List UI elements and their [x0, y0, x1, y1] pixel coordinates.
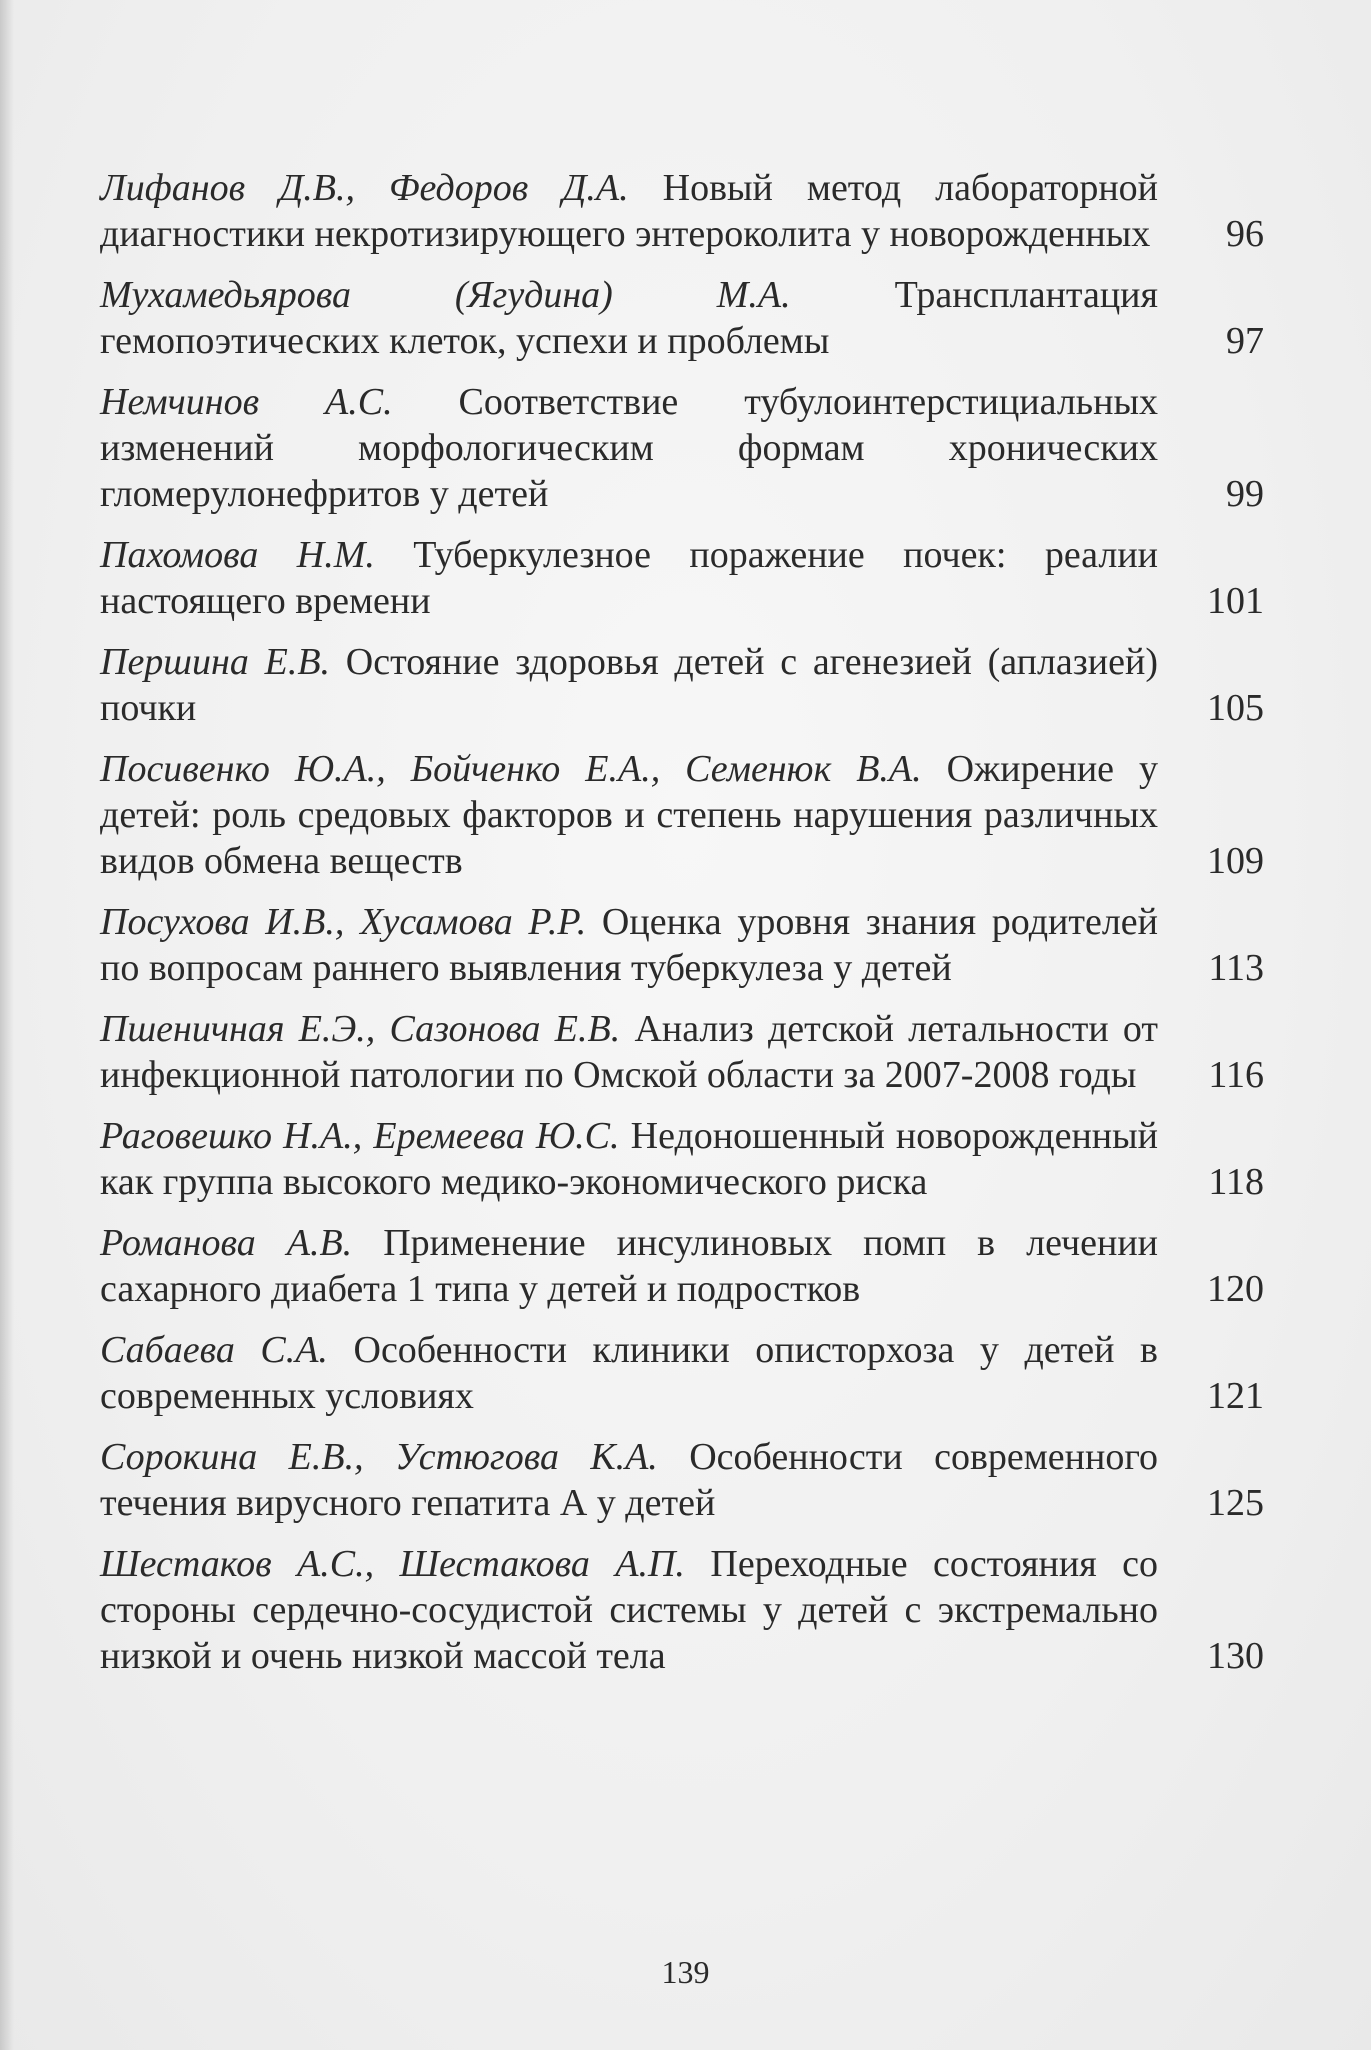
toc-entry-authors: Шестаков А.С., Шестакова А.П. — [100, 1543, 685, 1585]
toc-entry-text — [100, 1113, 1158, 1205]
toc-entry-text — [100, 272, 1158, 364]
toc-entry-page: 118 — [1208, 1161, 1264, 1203]
toc-entry-authors: Немчинов А.С. — [100, 381, 393, 423]
toc-entry-title: Ожирение у детей: роль средовых факторов и степень нарушения различных видов обмена веществ — [100, 748, 1158, 882]
toc-entry-text — [100, 639, 1158, 731]
toc-entry — [100, 639, 1268, 731]
toc-entry-authors: Сорокина Е.В., Устюгова К.А. — [100, 1436, 658, 1478]
toc-entry-title: Новый метод лабораторной диагностики некротизирующего энтероколита у новорожденных — [100, 167, 1158, 255]
toc-entry-page: 113 — [1208, 947, 1264, 989]
toc-entry-authors: Посивенко Ю.А., Бойченко Е.А., Семенюк В.А. — [100, 748, 922, 790]
toc-entry — [100, 165, 1268, 257]
toc-entry-text — [100, 379, 1158, 517]
toc-entry-text — [100, 1434, 1158, 1526]
toc-entry-title: Туберкулезное поражение почек: реалии настоящего времени — [100, 534, 1158, 622]
table-of-contents — [100, 165, 1268, 1694]
toc-entry — [100, 899, 1268, 991]
toc-entry-text — [100, 1006, 1158, 1098]
toc-entry-title: Особенности клиники описторхоза у детей в современных условиях — [100, 1329, 1158, 1417]
toc-entry-page: 125 — [1207, 1482, 1264, 1524]
toc-entry-authors: Пшеничная Е.Э., Сазонова Е.В. — [100, 1008, 621, 1050]
toc-entry-text — [100, 532, 1158, 624]
toc-entry-title: Соответствие тубулоинтерстициальных изменений морфологическим формам хронических гломерулонефритов у детей — [100, 381, 1158, 515]
toc-entry — [100, 1541, 1268, 1679]
toc-entry-title: Трансплантация гемопоэтических клеток, успехи и проблемы — [100, 274, 1158, 362]
page-number: 139 — [661, 1954, 710, 1990]
toc-entry-text — [100, 746, 1158, 884]
toc-entry-title: Переходные состояния со стороны сердечно-сосудистой системы у детей с экстремально низкой и очень низкой массой тела — [100, 1543, 1158, 1677]
toc-entry-page: 105 — [1207, 687, 1264, 729]
toc-entry-authors: Лифанов Д.В., Федоров Д.А. — [100, 167, 629, 209]
toc-entry-authors: Раговешко Н.А., Еремеева Ю.С. — [100, 1115, 620, 1157]
toc-entry-page: 97 — [1226, 320, 1264, 362]
toc-entry-title: Применение инсулиновых помп в лечении сахарного диабета 1 типа у детей и подростков — [100, 1222, 1159, 1310]
toc-entry-page: 120 — [1207, 1268, 1264, 1310]
toc-entry-authors: Романова А.В. — [100, 1222, 353, 1264]
toc-entry-title: Остояние здоровья детей с агенезией (аплазией) почки — [100, 641, 1158, 729]
toc-entry-authors: Посухова И.В., Хусамова Р.Р. — [100, 901, 587, 943]
toc-entry — [100, 746, 1268, 884]
toc-entry-authors: Пахомова Н.М. — [100, 534, 375, 576]
toc-entry — [100, 1006, 1268, 1098]
toc-entry-authors: Першина Е.В. — [100, 641, 331, 683]
toc-entry-page: 121 — [1207, 1375, 1264, 1417]
toc-entry-page: 116 — [1208, 1054, 1264, 1096]
toc-entry-page: 101 — [1207, 580, 1264, 622]
toc-entry-title: Оценка уровня знания родителей по вопросам раннего выявления туберкулеза у детей — [100, 901, 1158, 989]
toc-entry-text — [100, 899, 1158, 991]
toc-entry-text — [100, 1220, 1158, 1312]
toc-entry-title: Недоношенный новорожденный как группа высокого медико-экономического риска — [100, 1115, 1158, 1203]
toc-entry — [100, 1327, 1268, 1419]
toc-entry-page: 109 — [1207, 840, 1264, 882]
toc-entry — [100, 1113, 1268, 1205]
toc-entry-text — [100, 1541, 1158, 1679]
toc-entry — [100, 532, 1268, 624]
toc-entry-authors: Сабаева С.А. — [100, 1329, 328, 1371]
toc-entry-page: 130 — [1207, 1635, 1264, 1677]
toc-entry-page: 96 — [1226, 213, 1264, 255]
toc-entry — [100, 272, 1268, 364]
toc-entry-authors: Мухамедьярова (Ягудина) М.А. — [100, 274, 791, 316]
toc-entry — [100, 379, 1268, 517]
toc-entry-text — [100, 165, 1158, 257]
toc-entry-text — [100, 1327, 1158, 1419]
toc-entry — [100, 1434, 1268, 1526]
toc-entry-title: Анализ детской летальности от инфекционной патологии по Омской области за 2007-2008 годы — [100, 1008, 1158, 1096]
page-edge-shadow — [0, 0, 14, 2050]
toc-entry — [100, 1220, 1268, 1312]
toc-entry-title: Особенности современного течения вирусного гепатита А у детей — [100, 1436, 1158, 1524]
toc-entry-page: 99 — [1226, 473, 1264, 515]
